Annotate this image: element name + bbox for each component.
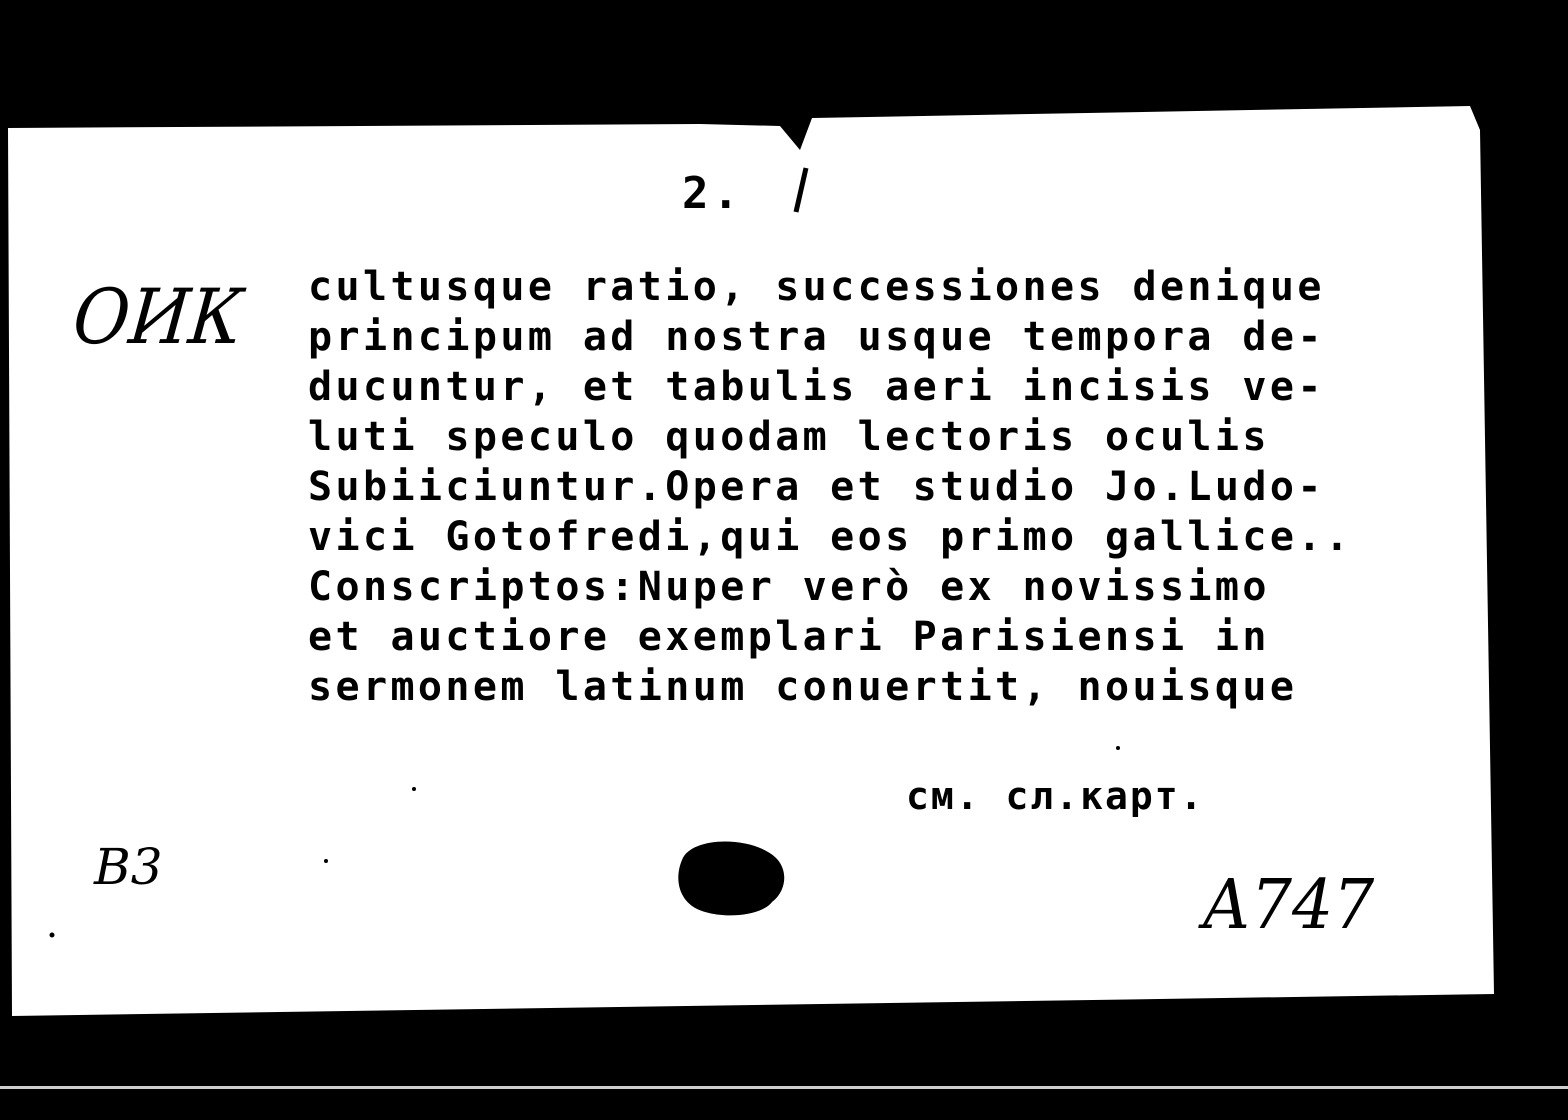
body-line: ducuntur, et tabulis aeri incisis ve- <box>308 364 1325 410</box>
body-line: sermonem latinum conuertit, nouisque <box>308 664 1298 710</box>
body-line: luti speculo quodam lectoris oculis <box>308 414 1270 460</box>
body-line: Subiiciuntur.Opera et studio Jo.Ludo- <box>308 464 1325 510</box>
body-line: cultusque ratio, successiones denique <box>308 264 1325 310</box>
ink-speck <box>1116 746 1120 750</box>
body-line: vici Gotofredi,qui eos primo gallice.. <box>308 514 1353 560</box>
card-number: 2. <box>682 168 743 219</box>
continuation-note: см. сл.карт. <box>906 774 1205 818</box>
handwritten-shelf-mark: В3 <box>94 838 163 896</box>
card-body-text <box>308 262 1352 712</box>
body-line: Conscriptos:Nuper verò ex novissimo <box>308 564 1270 610</box>
ink-speck <box>412 787 416 791</box>
handwritten-collection-mark: ОИК <box>69 272 247 361</box>
punch-hole <box>678 842 784 916</box>
scanner-edge-line <box>0 1086 1568 1089</box>
body-line: principum ad nostra usque tempora de- <box>308 314 1325 360</box>
ink-speck <box>50 933 55 938</box>
handwritten-inventory-number: А747 <box>1202 866 1375 945</box>
body-line: et auctiore exemplari Parisiensi in <box>308 614 1270 660</box>
ink-speck <box>324 859 328 863</box>
